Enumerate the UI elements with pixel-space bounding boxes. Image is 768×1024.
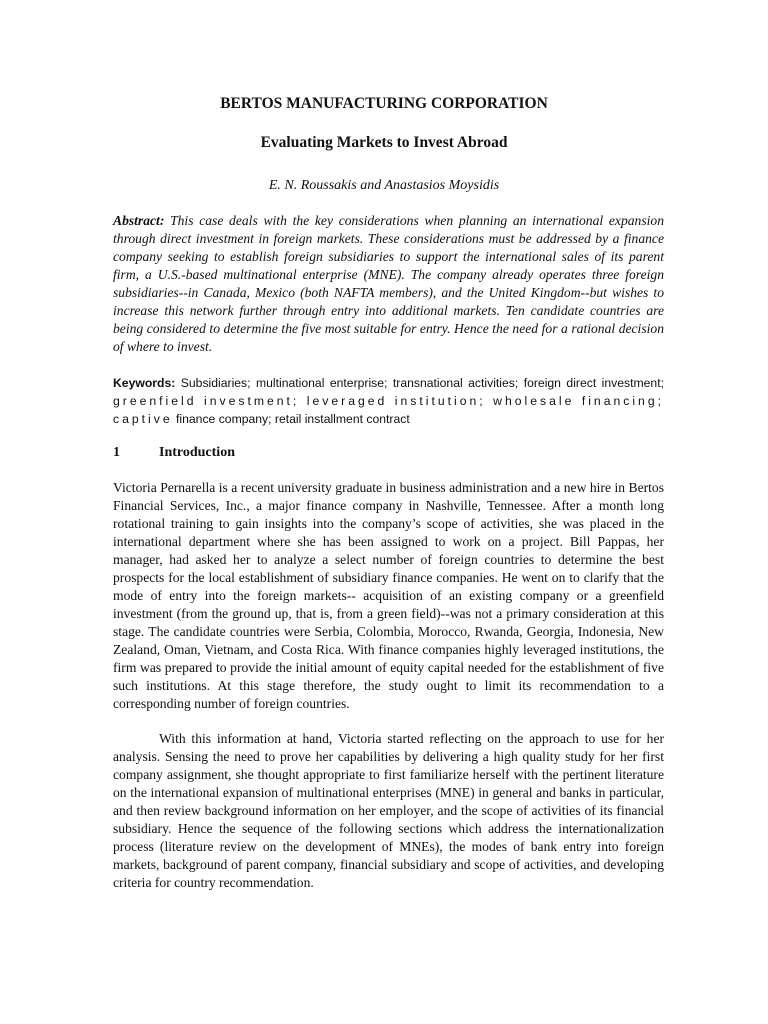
keywords-text-part-1: Subsidiaries; multinational enterprise; transnational activities; foreign direct investment; <box>175 376 664 390</box>
author-line: E. N. Roussakis and Anastasios Moysidis <box>268 178 500 193</box>
intro-paragraph-1: Victoria Pernarella is a recent university graduate in business administration and a new hire in Bertos Financial Services, Inc., a major finance company in Nashville, Tennessee. After a month long rotational training to gain insights into the company’s scope of activities, she was placed in the international department where she has been assigned to work on a project. Bill Pappas, her manager, had asked her to analyze a select number of foreign countries to determine the best prospects for the local establishment of subsidiary finance companies. He went on to clarify that the mode of entry into the foreign markets-- acquisition of an existing company or a greenfield investment (from the ground up, that is, from a green field)--was not a primary consideration at this stage. The candidate countries were Serbia, Colombia, Morocco, Rwanda, Georgia, Indonesia, New Zealand, Oman, Vietnam, and Costa Rica. With finance companies highly leveraged institutions, the firm was prepared to provide the initial amount of equity capital needed for the establishment of five such institutions. At this stage therefore, the study ought to limit its recommendation to a corresponding number of foreign countries. <box>113 480 664 711</box>
abstract-label: Abstract: <box>113 213 165 228</box>
keywords-label: Keywords: <box>113 376 176 390</box>
abstract-paragraph <box>113 212 664 356</box>
intro-paragraph-2: With this information at hand, Victoria started reflecting on the approach to use for her analysis. Sensing the need to prove her capabilities by delivering a high quality study for her first company assignment, she thought appropriate to first familiarize herself with the pertinent literature on the international expansion of multinational enterprises (MNE) in general and banks in particular, and then review background information on her employer, and the scope of activities of its financial subsidiary. Hence the sequence of the following sections which address the internationalization process (literature review on the development of MNEs), the modes of bank entry into foreign markets, background of parent company, financial subsidiary and scope of activities, and developing criteria for country recommendation. <box>113 731 664 890</box>
keywords-text-part-2: finance company; retail installment contract <box>172 412 410 426</box>
abstract-text: This case deals with the key considerations when planning an international expansion through direct investment in foreign markets. These considerations must be addressed by a finance company seeking to establish foreign subsidiaries to support the international sales of its parent firm, a U.S.-based multinational enterprise (MNE). The company already operates three foreign subsidiaries--in Canada, Mexico (both NAFTA members), and the United Kingdom--but wishes to increase this network further through entry into additional markets. Ten candidate countries are being considered to determine the five most suitable for entry. Hence the need for a rational decision of where to invest. <box>113 213 664 354</box>
keywords-paragraph <box>113 374 664 428</box>
section-number: 1 <box>113 445 120 460</box>
section-title: Introduction <box>159 445 235 460</box>
document-title: BERTOS MANUFACTURING CORPORATION <box>220 95 548 112</box>
document-subtitle: Evaluating Markets to Invest Abroad <box>260 134 508 151</box>
keywords-text-spaced: greenfield investment; leveraged institution; wholesale financing; captive <box>113 394 664 426</box>
section-heading <box>113 444 235 462</box>
